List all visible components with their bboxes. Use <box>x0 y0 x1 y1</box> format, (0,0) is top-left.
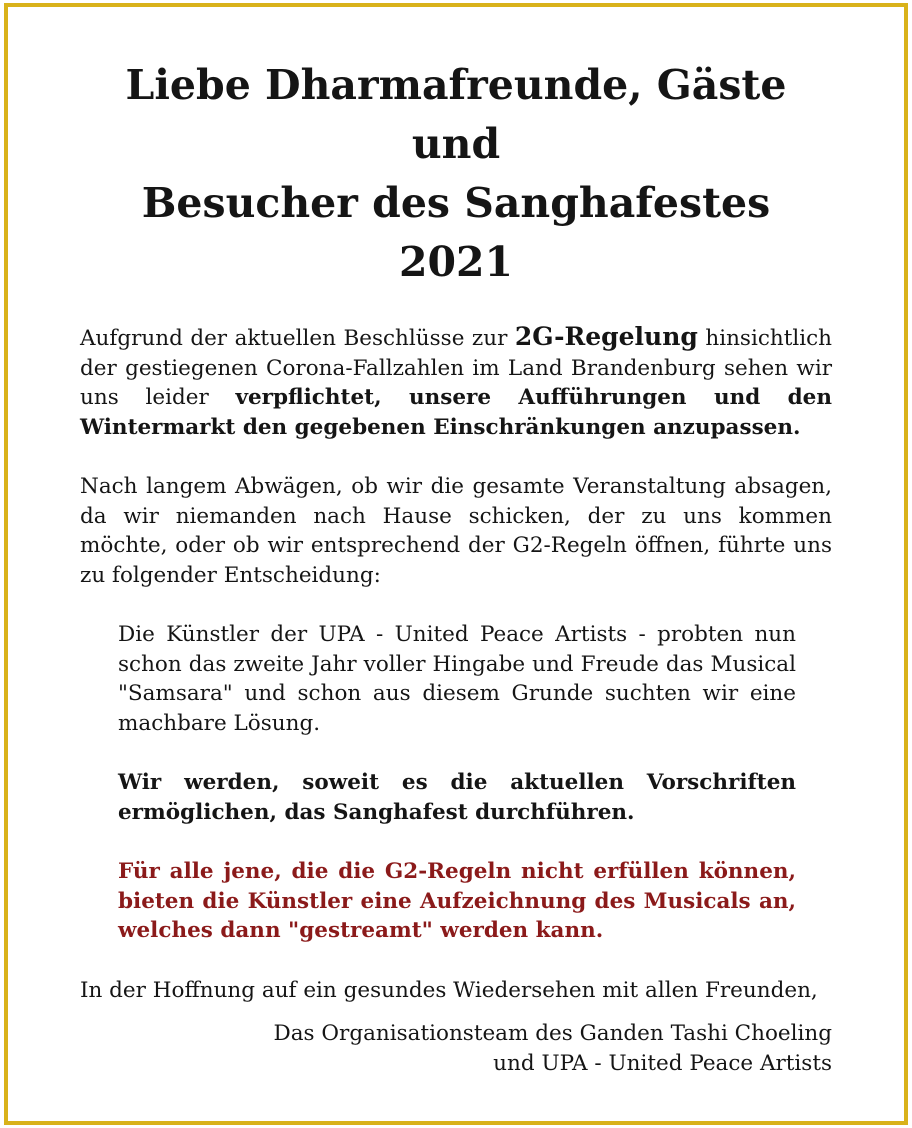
paragraph-regulation-middle: hinsichtlich der gestiegenen Corona-Fallzahlen im Land Brandenburg sehen wir uns leider <box>80 326 833 410</box>
quote-artists: Die Künstler der UPA - United Peace Artists - probten nun schon das zweite Jahr voller Hingabe und Freude das Musical "Samsara" und schon aus diesem Grunde suchten wir eine machbare Lösung. <box>118 622 796 736</box>
paragraph-regulation <box>80 322 832 442</box>
notice-document <box>80 44 832 1078</box>
title-line-2: Besucher des Sanghafestes 2021 <box>141 179 771 286</box>
paragraph-decision: Nach langem Abwägen, ob wir die gesamte Veranstaltung absagen, da wir niemanden nach Hause schicken, der zu uns kommen möchte, oder ob wir entsprechend der G2-Regeln öffnen, führte uns zu folgender Entscheidung: <box>80 474 832 588</box>
quote-festival: Wir werden, soweit es die aktuellen Vorschriften ermöglichen, das Sanghafest durchführen. <box>118 770 796 825</box>
page-title <box>80 56 832 292</box>
quote-streaming: Für alle jene, die die G2-Regeln nicht erfüllen können, bieten die Künstler eine Aufzeichnung des Musicals an, welches dann "gestreamt" werden kann. <box>118 859 796 943</box>
paragraph-closing: In der Hoffnung auf ein gesundes Wiedersehen mit allen Freunden, <box>80 977 818 1003</box>
regulation-name: 2G-Regelung <box>514 322 698 351</box>
title-line-1: Liebe Dharmafreunde, Gäste und <box>125 61 787 168</box>
paragraph-regulation-intro: Aufgrund der aktuellen Beschlüsse zur <box>80 326 515 351</box>
signature <box>80 1019 832 1078</box>
signature-line-1: Das Organisationsteam des Ganden Tashi Choeling <box>273 1021 832 1046</box>
paragraph-regulation-emphasis: verpflichtet, unsere Aufführungen und den Wintermarkt den gegebenen Einschränkungen anzupassen. <box>80 385 832 440</box>
signature-line-2: und UPA - United Peace Artists <box>493 1050 832 1076</box>
